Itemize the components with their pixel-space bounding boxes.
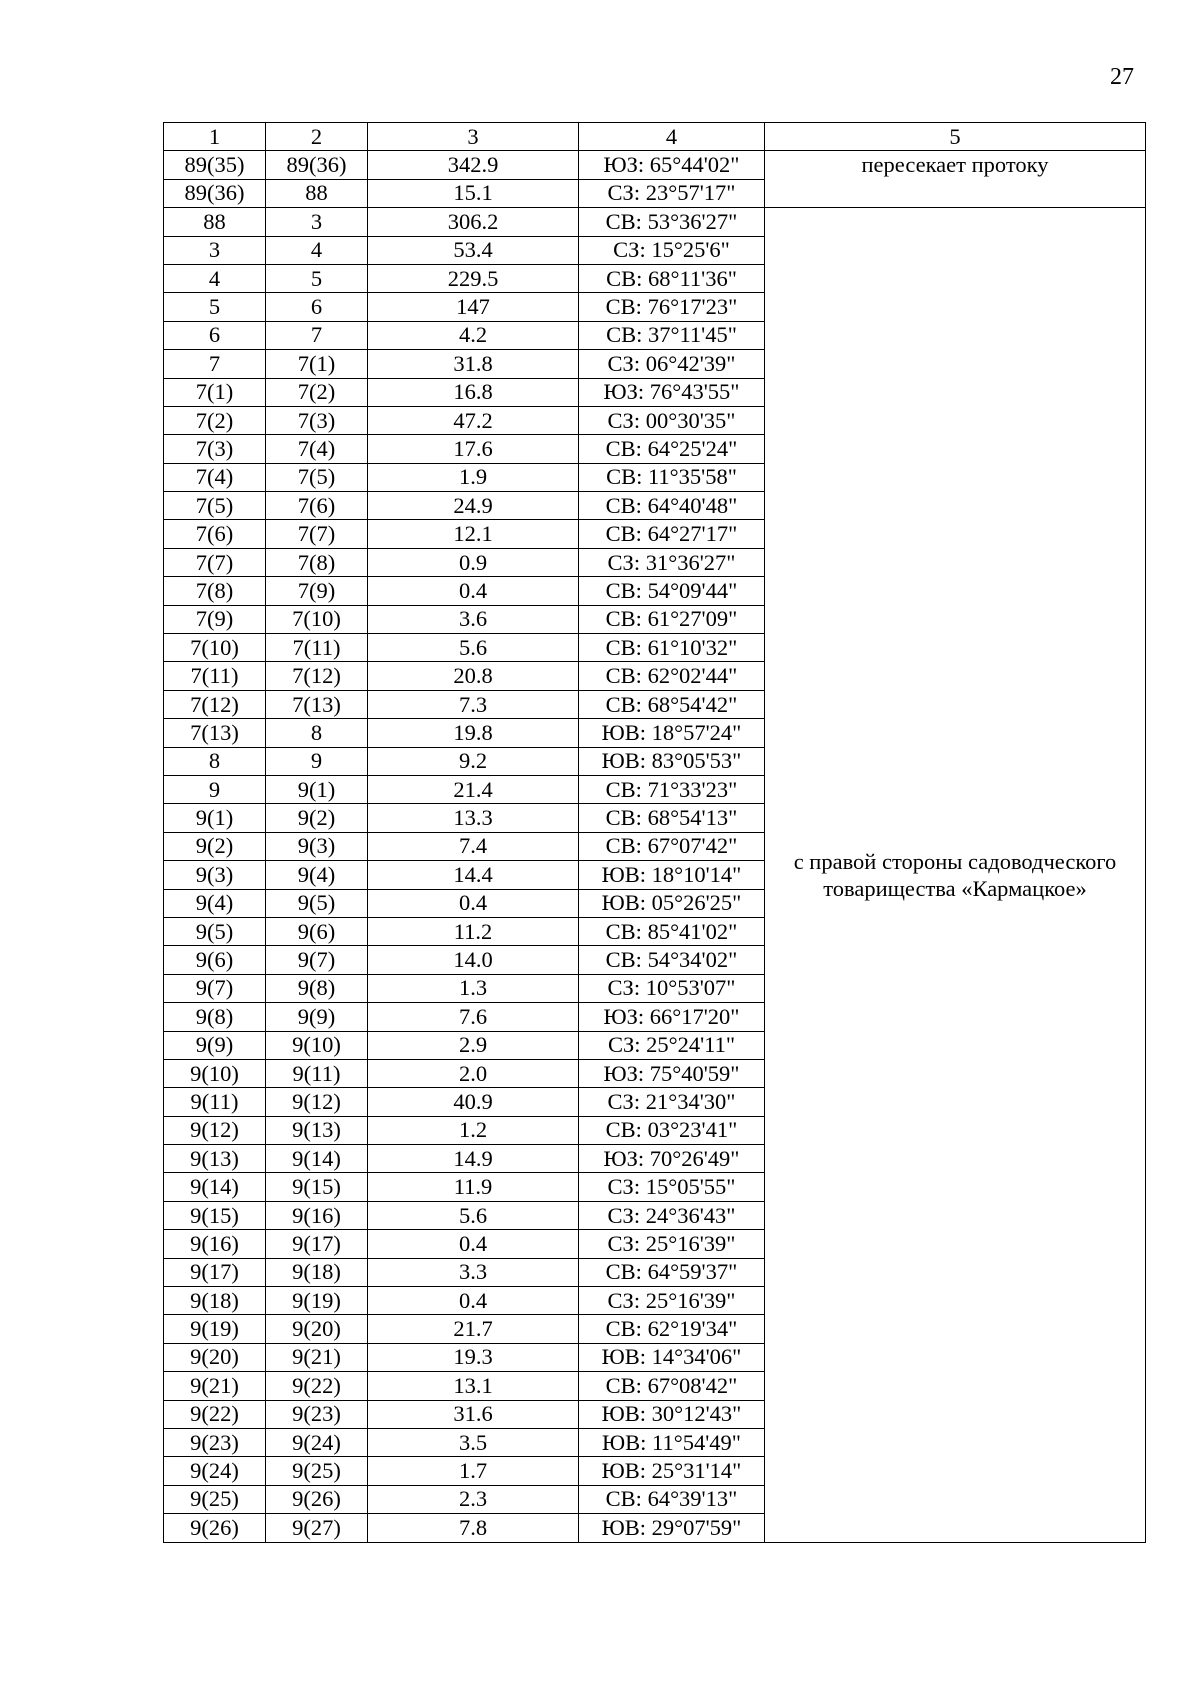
bearing-cell: СВ: 62°02'44" bbox=[579, 662, 765, 690]
bearing-cell: ЮВ: 29°07'59" bbox=[579, 1514, 765, 1542]
distance-cell: 1.2 bbox=[368, 1116, 579, 1144]
bearing-cell: СВ: 03°23'41" bbox=[579, 1116, 765, 1144]
from-point-cell: 6 bbox=[164, 321, 266, 349]
to-point-cell: 7(8) bbox=[266, 548, 368, 576]
bearing-cell: СЗ: 23°57'17" bbox=[579, 179, 765, 207]
from-point-cell: 3 bbox=[164, 236, 266, 264]
to-point-cell: 9 bbox=[266, 747, 368, 775]
from-point-cell: 7 bbox=[164, 350, 266, 378]
to-point-cell: 7(3) bbox=[266, 406, 368, 434]
table-row bbox=[164, 208, 1146, 236]
from-point-cell: 9(18) bbox=[164, 1287, 266, 1315]
distance-cell: 3.6 bbox=[368, 605, 579, 633]
from-point-cell: 7(5) bbox=[164, 492, 266, 520]
from-point-cell: 9(4) bbox=[164, 889, 266, 917]
bearing-cell: ЮЗ: 75°40'59" bbox=[579, 1059, 765, 1087]
bearing-cell: СВ: 85°41'02" bbox=[579, 917, 765, 945]
distance-cell: 3.3 bbox=[368, 1258, 579, 1286]
distance-cell: 13.3 bbox=[368, 804, 579, 832]
distance-cell: 1.9 bbox=[368, 463, 579, 491]
distance-cell: 20.8 bbox=[368, 662, 579, 690]
distance-cell: 31.8 bbox=[368, 350, 579, 378]
from-point-cell: 7(6) bbox=[164, 520, 266, 548]
bearing-cell: СВ: 67°08'42" bbox=[579, 1372, 765, 1400]
bearing-cell: СВ: 11°35'58" bbox=[579, 463, 765, 491]
page-number: 27 bbox=[1110, 64, 1134, 90]
from-point-cell: 9(23) bbox=[164, 1428, 266, 1456]
distance-cell: 14.9 bbox=[368, 1145, 579, 1173]
bearing-cell: СЗ: 31°36'27" bbox=[579, 548, 765, 576]
bearing-cell: ЮВ: 25°31'14" bbox=[579, 1457, 765, 1485]
to-point-cell: 9(8) bbox=[266, 974, 368, 1002]
distance-cell: 229.5 bbox=[368, 264, 579, 292]
to-point-cell: 7(5) bbox=[266, 463, 368, 491]
distance-cell: 4.2 bbox=[368, 321, 579, 349]
distance-cell: 0.4 bbox=[368, 1287, 579, 1315]
to-point-cell: 9(7) bbox=[266, 946, 368, 974]
from-point-cell: 9(13) bbox=[164, 1145, 266, 1173]
bearing-cell: СВ: 64°59'37" bbox=[579, 1258, 765, 1286]
distance-cell: 16.8 bbox=[368, 378, 579, 406]
distance-cell: 12.1 bbox=[368, 520, 579, 548]
distance-cell: 342.9 bbox=[368, 151, 579, 179]
distance-cell: 7.6 bbox=[368, 1003, 579, 1031]
bearing-cell: СВ: 64°27'17" bbox=[579, 520, 765, 548]
from-point-cell: 9(11) bbox=[164, 1088, 266, 1116]
bearing-cell: СЗ: 21°34'30" bbox=[579, 1088, 765, 1116]
to-point-cell: 7(13) bbox=[266, 690, 368, 718]
to-point-cell: 5 bbox=[266, 264, 368, 292]
to-point-cell: 9(22) bbox=[266, 1372, 368, 1400]
to-point-cell: 9(11) bbox=[266, 1059, 368, 1087]
to-point-cell: 7(4) bbox=[266, 435, 368, 463]
distance-cell: 13.1 bbox=[368, 1372, 579, 1400]
from-point-cell: 9(8) bbox=[164, 1003, 266, 1031]
bearing-cell: СВ: 37°11'45" bbox=[579, 321, 765, 349]
from-point-cell: 8 bbox=[164, 747, 266, 775]
bearing-cell: СВ: 54°34'02" bbox=[579, 946, 765, 974]
distance-cell: 47.2 bbox=[368, 406, 579, 434]
to-point-cell: 9(9) bbox=[266, 1003, 368, 1031]
to-point-cell: 7(6) bbox=[266, 492, 368, 520]
bearing-cell: ЮВ: 30°12'43" bbox=[579, 1400, 765, 1428]
bearing-cell: СЗ: 10°53'07" bbox=[579, 974, 765, 1002]
header-cell: 5 bbox=[765, 123, 1146, 151]
from-point-cell: 7(13) bbox=[164, 719, 266, 747]
bearing-cell: ЮЗ: 65°44'02" bbox=[579, 151, 765, 179]
distance-cell: 11.2 bbox=[368, 917, 579, 945]
bearing-cell: СЗ: 06°42'39" bbox=[579, 350, 765, 378]
from-point-cell: 9(24) bbox=[164, 1457, 266, 1485]
from-point-cell: 9(25) bbox=[164, 1485, 266, 1513]
to-point-cell: 9(14) bbox=[266, 1145, 368, 1173]
bearing-cell: СВ: 76°17'23" bbox=[579, 293, 765, 321]
from-point-cell: 9(7) bbox=[164, 974, 266, 1002]
distance-cell: 7.4 bbox=[368, 832, 579, 860]
to-point-cell: 9(21) bbox=[266, 1343, 368, 1371]
bearing-cell: ЮВ: 18°57'24" bbox=[579, 719, 765, 747]
from-point-cell: 9(17) bbox=[164, 1258, 266, 1286]
bearing-cell: СВ: 64°39'13" bbox=[579, 1485, 765, 1513]
bearing-cell: ЮЗ: 66°17'20" bbox=[579, 1003, 765, 1031]
description-cell: с правой стороны садоводческого товарищества «Кармацкое» bbox=[765, 208, 1146, 1542]
to-point-cell: 9(12) bbox=[266, 1088, 368, 1116]
bearing-cell: СЗ: 25°16'39" bbox=[579, 1230, 765, 1258]
to-point-cell: 9(4) bbox=[266, 861, 368, 889]
distance-cell: 306.2 bbox=[368, 208, 579, 236]
to-point-cell: 89(36) bbox=[266, 151, 368, 179]
from-point-cell: 9(12) bbox=[164, 1116, 266, 1144]
from-point-cell: 89(36) bbox=[164, 179, 266, 207]
distance-cell: 0.4 bbox=[368, 1230, 579, 1258]
description-cell: пересекает протоку bbox=[765, 151, 1146, 208]
from-point-cell: 7(2) bbox=[164, 406, 266, 434]
header-cell: 2 bbox=[266, 123, 368, 151]
bearing-cell: СЗ: 15°25'6" bbox=[579, 236, 765, 264]
from-point-cell: 7(4) bbox=[164, 463, 266, 491]
table-row bbox=[164, 151, 1146, 179]
distance-cell: 11.9 bbox=[368, 1173, 579, 1201]
from-point-cell: 89(35) bbox=[164, 151, 266, 179]
distance-cell: 40.9 bbox=[368, 1088, 579, 1116]
bearing-cell: ЮВ: 83°05'53" bbox=[579, 747, 765, 775]
to-point-cell: 7(9) bbox=[266, 577, 368, 605]
to-point-cell: 9(17) bbox=[266, 1230, 368, 1258]
from-point-cell: 7(8) bbox=[164, 577, 266, 605]
bearing-cell: СВ: 68°11'36" bbox=[579, 264, 765, 292]
bearing-cell: ЮЗ: 70°26'49" bbox=[579, 1145, 765, 1173]
header-cell: 1 bbox=[164, 123, 266, 151]
to-point-cell: 7(7) bbox=[266, 520, 368, 548]
distance-cell: 7.8 bbox=[368, 1514, 579, 1542]
to-point-cell: 9(2) bbox=[266, 804, 368, 832]
distance-cell: 19.3 bbox=[368, 1343, 579, 1371]
bearing-cell: ЮВ: 11°54'49" bbox=[579, 1428, 765, 1456]
to-point-cell: 9(19) bbox=[266, 1287, 368, 1315]
to-point-cell: 7 bbox=[266, 321, 368, 349]
distance-cell: 19.8 bbox=[368, 719, 579, 747]
from-point-cell: 9(1) bbox=[164, 804, 266, 832]
to-point-cell: 9(1) bbox=[266, 775, 368, 803]
distance-cell: 21.4 bbox=[368, 775, 579, 803]
to-point-cell: 9(16) bbox=[266, 1201, 368, 1229]
distance-cell: 2.9 bbox=[368, 1031, 579, 1059]
to-point-cell: 9(3) bbox=[266, 832, 368, 860]
to-point-cell: 9(20) bbox=[266, 1315, 368, 1343]
from-point-cell: 88 bbox=[164, 208, 266, 236]
to-point-cell: 9(10) bbox=[266, 1031, 368, 1059]
bearing-cell: СВ: 54°09'44" bbox=[579, 577, 765, 605]
to-point-cell: 9(23) bbox=[266, 1400, 368, 1428]
from-point-cell: 9(26) bbox=[164, 1514, 266, 1542]
distance-cell: 9.2 bbox=[368, 747, 579, 775]
to-point-cell: 7(10) bbox=[266, 605, 368, 633]
distance-cell: 14.0 bbox=[368, 946, 579, 974]
to-point-cell: 8 bbox=[266, 719, 368, 747]
to-point-cell: 7(2) bbox=[266, 378, 368, 406]
distance-cell: 24.9 bbox=[368, 492, 579, 520]
from-point-cell: 7(7) bbox=[164, 548, 266, 576]
bearing-cell: СВ: 64°40'48" bbox=[579, 492, 765, 520]
from-point-cell: 7(3) bbox=[164, 435, 266, 463]
bearing-cell: СВ: 68°54'13" bbox=[579, 804, 765, 832]
header-cell: 3 bbox=[368, 123, 579, 151]
distance-cell: 1.3 bbox=[368, 974, 579, 1002]
to-point-cell: 9(25) bbox=[266, 1457, 368, 1485]
distance-cell: 147 bbox=[368, 293, 579, 321]
bearing-cell: СВ: 53°36'27" bbox=[579, 208, 765, 236]
to-point-cell: 9(15) bbox=[266, 1173, 368, 1201]
from-point-cell: 7(10) bbox=[164, 634, 266, 662]
bearing-cell: ЮВ: 18°10'14" bbox=[579, 861, 765, 889]
distance-cell: 14.4 bbox=[368, 861, 579, 889]
to-point-cell: 9(13) bbox=[266, 1116, 368, 1144]
bearing-cell: ЮВ: 05°26'25" bbox=[579, 889, 765, 917]
from-point-cell: 7(1) bbox=[164, 378, 266, 406]
from-point-cell: 9(20) bbox=[164, 1343, 266, 1371]
from-point-cell: 5 bbox=[164, 293, 266, 321]
bearing-cell: СВ: 67°07'42" bbox=[579, 832, 765, 860]
distance-cell: 0.9 bbox=[368, 548, 579, 576]
distance-cell: 5.6 bbox=[368, 634, 579, 662]
boundary-table bbox=[163, 122, 1146, 1543]
from-point-cell: 9(19) bbox=[164, 1315, 266, 1343]
bearing-cell: СВ: 61°10'32" bbox=[579, 634, 765, 662]
distance-cell: 31.6 bbox=[368, 1400, 579, 1428]
from-point-cell: 9 bbox=[164, 775, 266, 803]
from-point-cell: 9(3) bbox=[164, 861, 266, 889]
from-point-cell: 9(16) bbox=[164, 1230, 266, 1258]
from-point-cell: 9(14) bbox=[164, 1173, 266, 1201]
bearing-cell: СЗ: 25°16'39" bbox=[579, 1287, 765, 1315]
header-row bbox=[164, 123, 1146, 151]
to-point-cell: 9(27) bbox=[266, 1514, 368, 1542]
from-point-cell: 9(2) bbox=[164, 832, 266, 860]
distance-cell: 2.0 bbox=[368, 1059, 579, 1087]
distance-cell: 17.6 bbox=[368, 435, 579, 463]
to-point-cell: 88 bbox=[266, 179, 368, 207]
from-point-cell: 7(9) bbox=[164, 605, 266, 633]
from-point-cell: 7(12) bbox=[164, 690, 266, 718]
from-point-cell: 9(21) bbox=[164, 1372, 266, 1400]
to-point-cell: 9(26) bbox=[266, 1485, 368, 1513]
bearing-cell: СЗ: 24°36'43" bbox=[579, 1201, 765, 1229]
from-point-cell: 4 bbox=[164, 264, 266, 292]
distance-cell: 3.5 bbox=[368, 1428, 579, 1456]
distance-cell: 53.4 bbox=[368, 236, 579, 264]
bearing-cell: СЗ: 25°24'11" bbox=[579, 1031, 765, 1059]
distance-cell: 15.1 bbox=[368, 179, 579, 207]
to-point-cell: 9(18) bbox=[266, 1258, 368, 1286]
to-point-cell: 7(1) bbox=[266, 350, 368, 378]
bearing-cell: СВ: 71°33'23" bbox=[579, 775, 765, 803]
from-point-cell: 7(11) bbox=[164, 662, 266, 690]
from-point-cell: 9(9) bbox=[164, 1031, 266, 1059]
distance-cell: 7.3 bbox=[368, 690, 579, 718]
to-point-cell: 7(12) bbox=[266, 662, 368, 690]
bearing-cell: СЗ: 15°05'55" bbox=[579, 1173, 765, 1201]
bearing-cell: СВ: 62°19'34" bbox=[579, 1315, 765, 1343]
bearing-cell: СВ: 61°27'09" bbox=[579, 605, 765, 633]
to-point-cell: 7(11) bbox=[266, 634, 368, 662]
bearing-cell: СВ: 64°25'24" bbox=[579, 435, 765, 463]
distance-cell: 0.4 bbox=[368, 889, 579, 917]
from-point-cell: 9(5) bbox=[164, 917, 266, 945]
distance-cell: 2.3 bbox=[368, 1485, 579, 1513]
to-point-cell: 9(24) bbox=[266, 1428, 368, 1456]
from-point-cell: 9(10) bbox=[164, 1059, 266, 1087]
bearing-cell: ЮЗ: 76°43'55" bbox=[579, 378, 765, 406]
to-point-cell: 9(6) bbox=[266, 917, 368, 945]
from-point-cell: 9(6) bbox=[164, 946, 266, 974]
from-point-cell: 9(22) bbox=[164, 1400, 266, 1428]
to-point-cell: 3 bbox=[266, 208, 368, 236]
bearing-cell: СВ: 68°54'42" bbox=[579, 690, 765, 718]
distance-cell: 5.6 bbox=[368, 1201, 579, 1229]
header-cell: 4 bbox=[579, 123, 765, 151]
bearing-cell: СЗ: 00°30'35" bbox=[579, 406, 765, 434]
from-point-cell: 9(15) bbox=[164, 1201, 266, 1229]
distance-cell: 21.7 bbox=[368, 1315, 579, 1343]
bearing-cell: ЮВ: 14°34'06" bbox=[579, 1343, 765, 1371]
to-point-cell: 4 bbox=[266, 236, 368, 264]
distance-cell: 1.7 bbox=[368, 1457, 579, 1485]
distance-cell: 0.4 bbox=[368, 577, 579, 605]
to-point-cell: 6 bbox=[266, 293, 368, 321]
to-point-cell: 9(5) bbox=[266, 889, 368, 917]
